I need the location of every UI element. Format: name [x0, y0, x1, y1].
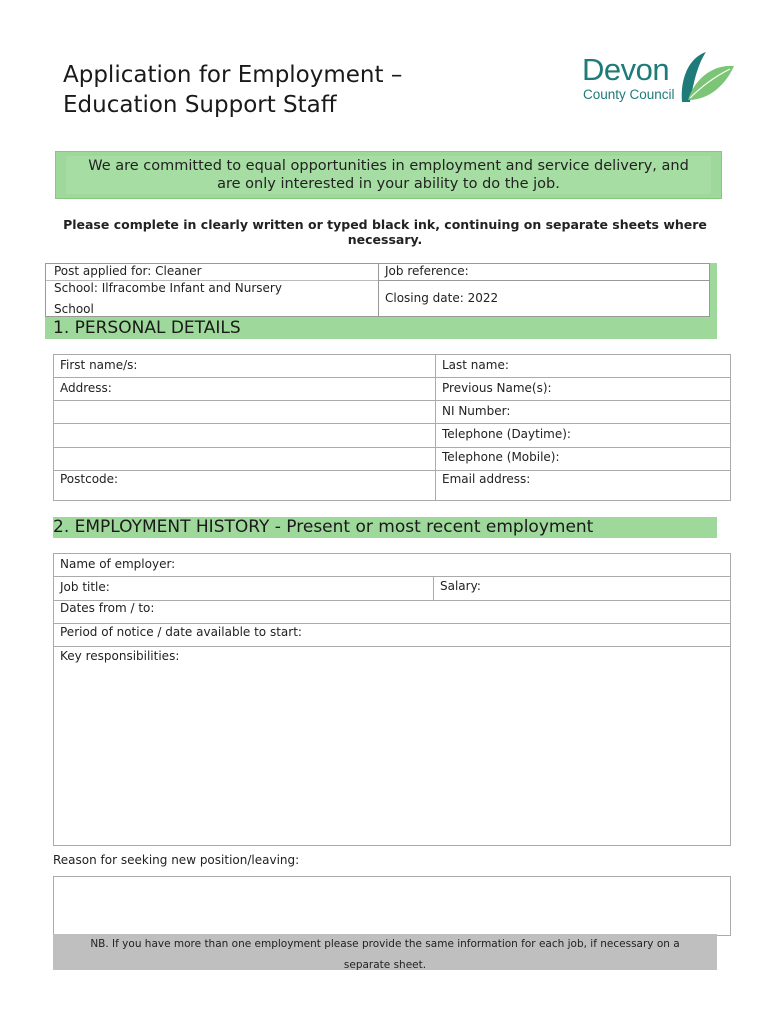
- nb-note-line2: separate sheet.: [343, 959, 427, 971]
- previous-names-field[interactable]: Previous Name(s):: [442, 381, 552, 395]
- banner-line2: are only interested in your ability to do the job.: [217, 176, 560, 192]
- telephone-daytime-field[interactable]: Telephone (Daytime):: [442, 427, 571, 441]
- reason-label: Reason for seeking new position/leaving:: [53, 853, 300, 867]
- postcode-field[interactable]: Postcode:: [60, 472, 119, 486]
- notice-period-field[interactable]: Period of notice / date available to start:: [60, 625, 302, 639]
- school-field-line1[interactable]: School: Ilfracombe Infant and Nursery: [54, 281, 282, 295]
- form-title-line1: Application for Employment –: [63, 62, 403, 88]
- address-field[interactable]: Address:: [60, 381, 112, 395]
- closing-date-field[interactable]: Closing date: 2022: [385, 291, 499, 305]
- nb-note-line1: NB. If you have more than one employment please provide the same information for each job, if necessary on a: [90, 938, 680, 950]
- school-field-line2: School: [54, 302, 94, 316]
- post-details-table: [45, 263, 710, 317]
- devon-county-council-logo: [582, 50, 737, 110]
- form-title-line2: Education Support Staff: [63, 92, 337, 118]
- job-title-field[interactable]: Job title:: [60, 580, 110, 594]
- banner-line1: We are committed to equal opportunities in employment and service delivery, and: [88, 158, 689, 174]
- personal-details-table: [53, 354, 731, 501]
- job-reference-field[interactable]: Job reference:: [385, 264, 469, 278]
- instructions-text: [55, 217, 715, 247]
- dates-field[interactable]: Dates from / to:: [60, 601, 155, 615]
- email-address-field[interactable]: Email address:: [442, 472, 531, 486]
- telephone-mobile-field[interactable]: Telephone (Mobile):: [442, 450, 560, 464]
- key-responsibilities-field[interactable]: Key responsibilities:: [60, 649, 180, 663]
- first-name-field[interactable]: First name/s:: [60, 358, 138, 372]
- nb-note: [53, 934, 717, 970]
- logo-word-devon: Devon: [582, 52, 670, 87]
- logo-word-county-council: County Council: [583, 87, 675, 102]
- last-name-field[interactable]: Last name:: [442, 358, 509, 372]
- section2-heading: 2. EMPLOYMENT HISTORY - Present or most recent employment: [53, 517, 594, 537]
- post-applied-field[interactable]: Post applied for: Cleaner: [54, 264, 202, 278]
- ni-number-field[interactable]: NI Number:: [442, 404, 511, 418]
- leaf-icon: [676, 50, 736, 108]
- section1-heading: 1. PERSONAL DETAILS: [53, 318, 241, 338]
- equal-opportunities-banner: [55, 151, 722, 199]
- employer-name-field[interactable]: Name of employer:: [60, 557, 176, 571]
- employment-history-table: [53, 553, 731, 846]
- instructions-line2: necessary.: [347, 232, 423, 247]
- form-title: [63, 60, 402, 120]
- reason-input-box[interactable]: [53, 876, 731, 936]
- instructions-line1: Please complete in clearly written or typed black ink, continuing on separate sheets where: [63, 217, 707, 232]
- salary-field[interactable]: Salary:: [440, 579, 481, 593]
